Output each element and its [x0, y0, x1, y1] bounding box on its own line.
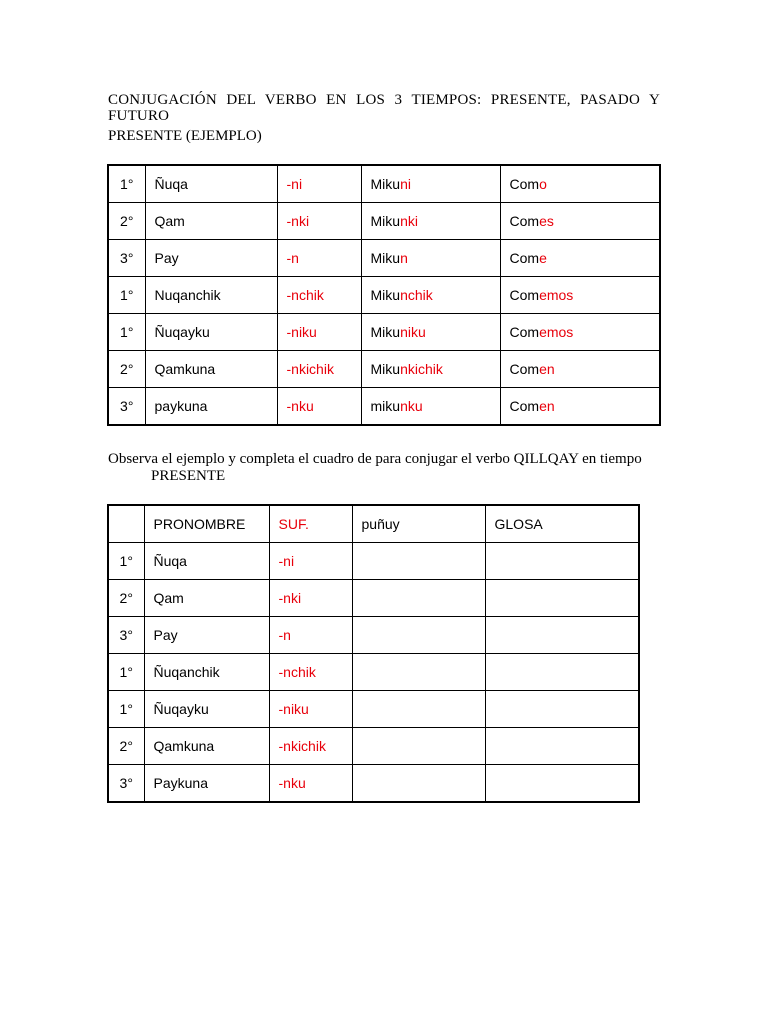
- table-row: [108, 654, 639, 691]
- verb-stem: Miku: [370, 250, 401, 266]
- gloss-stem: Com: [509, 324, 540, 340]
- gloss-suffix: o: [539, 176, 547, 192]
- person-cell: 3°: [108, 765, 144, 803]
- instruction-line-2: PRESENTE: [151, 468, 226, 484]
- gloss-cell: [500, 388, 660, 426]
- gloss-suffix: en: [539, 361, 555, 377]
- header-person: [108, 505, 144, 543]
- suffix-cell: -n: [269, 617, 352, 654]
- pronoun-cell: Ñuqa: [144, 543, 269, 580]
- pronoun-cell: Qam: [144, 580, 269, 617]
- verb-suffix: ni: [400, 176, 411, 192]
- suffix-cell: -nki: [269, 580, 352, 617]
- table-row: [108, 580, 639, 617]
- pronoun-cell: Ñuqayku: [144, 691, 269, 728]
- verb-suffix: nchik: [400, 287, 433, 303]
- instruction-line-1: Observa el ejemplo y completa el cuadro de para conjugar el verbo QILLQAY en tiempo: [108, 451, 642, 467]
- gloss-stem: Com: [509, 250, 540, 266]
- gloss-suffix: emos: [539, 324, 574, 340]
- gloss-suffix: en: [539, 398, 555, 414]
- gloss-cell: [500, 351, 660, 388]
- gloss-answer-cell[interactable]: [485, 765, 639, 803]
- verb-answer-cell[interactable]: [352, 617, 485, 654]
- gloss-answer-cell[interactable]: [485, 617, 639, 654]
- gloss-cell: [500, 203, 660, 240]
- verb-form-cell: [361, 388, 500, 426]
- table-row: [108, 728, 639, 765]
- gloss-cell: [500, 240, 660, 277]
- person-cell: 2°: [108, 203, 145, 240]
- header-row: [108, 505, 639, 543]
- person-cell: 1°: [108, 543, 144, 580]
- gloss-answer-cell[interactable]: [485, 543, 639, 580]
- verb-stem: miku: [370, 398, 401, 414]
- table-row: [108, 351, 660, 388]
- suffix-cell: -ni: [269, 543, 352, 580]
- table-row: [108, 543, 639, 580]
- person-cell: 1°: [108, 654, 144, 691]
- gloss-stem: Com: [509, 361, 540, 377]
- verb-stem: Miku: [370, 361, 401, 377]
- section-subtitle: PRESENTE (EJEMPLO): [108, 128, 262, 144]
- verb-stem: Miku: [370, 287, 401, 303]
- verb-suffix: niku: [400, 324, 426, 340]
- suffix-cell: -ni: [277, 165, 361, 203]
- table-row: [108, 765, 639, 803]
- suffix-cell: -nkichik: [269, 728, 352, 765]
- verb-form-cell: [361, 351, 500, 388]
- table-row: [108, 165, 660, 203]
- verb-form-cell: [361, 203, 500, 240]
- header-suffix: SUF.: [269, 505, 352, 543]
- gloss-answer-cell[interactable]: [485, 691, 639, 728]
- verb-answer-cell[interactable]: [352, 691, 485, 728]
- pronoun-cell: Paykuna: [144, 765, 269, 803]
- pronoun-cell: Nuqanchik: [145, 277, 277, 314]
- exercise-conjugation-table: [107, 504, 640, 803]
- table-row: [108, 617, 639, 654]
- suffix-cell: -n: [277, 240, 361, 277]
- verb-answer-cell[interactable]: [352, 728, 485, 765]
- suffix-cell: -niku: [277, 314, 361, 351]
- gloss-suffix: emos: [539, 287, 574, 303]
- header-pronoun: PRONOMBRE: [144, 505, 269, 543]
- person-cell: 2°: [108, 728, 144, 765]
- table-row: [108, 277, 660, 314]
- suffix-cell: -nku: [277, 388, 361, 426]
- suffix-cell: -nchik: [277, 277, 361, 314]
- verb-stem: Miku: [370, 176, 401, 192]
- example-conjugation-table: [107, 164, 661, 426]
- gloss-cell: [500, 277, 660, 314]
- verb-suffix: nku: [400, 398, 423, 414]
- verb-suffix: nkichik: [400, 361, 443, 377]
- verb-form-cell: [361, 165, 500, 203]
- verb-form-cell: [361, 240, 500, 277]
- gloss-stem: Com: [509, 176, 540, 192]
- person-cell: 1°: [108, 165, 145, 203]
- suffix-cell: -nkichik: [277, 351, 361, 388]
- verb-suffix: n: [400, 250, 408, 266]
- pronoun-cell: Ñuqayku: [145, 314, 277, 351]
- verb-suffix: nki: [400, 213, 418, 229]
- person-cell: 3°: [108, 240, 145, 277]
- verb-stem: Miku: [370, 324, 401, 340]
- person-cell: 2°: [108, 580, 144, 617]
- gloss-cell: [500, 165, 660, 203]
- header-gloss: GLOSA: [485, 505, 639, 543]
- suffix-cell: -niku: [269, 691, 352, 728]
- person-cell: 1°: [108, 691, 144, 728]
- header-verb: puñuy: [352, 505, 485, 543]
- gloss-suffix: es: [539, 213, 554, 229]
- suffix-cell: -nku: [269, 765, 352, 803]
- pronoun-cell: Qamkuna: [145, 351, 277, 388]
- gloss-answer-cell[interactable]: [485, 654, 639, 691]
- gloss-stem: Com: [509, 287, 540, 303]
- person-cell: 3°: [108, 617, 144, 654]
- instruction-text: [108, 451, 660, 485]
- gloss-cell: [500, 314, 660, 351]
- person-cell: 1°: [108, 314, 145, 351]
- suffix-cell: -nki: [277, 203, 361, 240]
- table-row: [108, 314, 660, 351]
- table-row: [108, 388, 660, 426]
- pronoun-cell: paykuna: [145, 388, 277, 426]
- document-title: CONJUGACIÓN DEL VERBO EN LOS 3 TIEMPOS: PRESENTE, PASADO Y FUTURO: [108, 92, 660, 124]
- pronoun-cell: Ñuqanchik: [144, 654, 269, 691]
- verb-form-cell: [361, 314, 500, 351]
- pronoun-cell: Ñuqa: [145, 165, 277, 203]
- person-cell: 3°: [108, 388, 145, 426]
- person-cell: 1°: [108, 277, 145, 314]
- verb-form-cell: [361, 277, 500, 314]
- pronoun-cell: Qam: [145, 203, 277, 240]
- suffix-cell: -nchik: [269, 654, 352, 691]
- table-row: [108, 240, 660, 277]
- gloss-answer-cell[interactable]: [485, 580, 639, 617]
- gloss-stem: Com: [509, 213, 540, 229]
- verb-answer-cell[interactable]: [352, 765, 485, 803]
- pronoun-cell: Qamkuna: [144, 728, 269, 765]
- gloss-suffix: e: [539, 250, 547, 266]
- table-row: [108, 203, 660, 240]
- pronoun-cell: Pay: [144, 617, 269, 654]
- verb-answer-cell[interactable]: [352, 580, 485, 617]
- pronoun-cell: Pay: [145, 240, 277, 277]
- verb-answer-cell[interactable]: [352, 543, 485, 580]
- gloss-answer-cell[interactable]: [485, 728, 639, 765]
- verb-answer-cell[interactable]: [352, 654, 485, 691]
- gloss-stem: Com: [509, 398, 540, 414]
- person-cell: 2°: [108, 351, 145, 388]
- verb-stem: Miku: [370, 213, 401, 229]
- table-row: [108, 691, 639, 728]
